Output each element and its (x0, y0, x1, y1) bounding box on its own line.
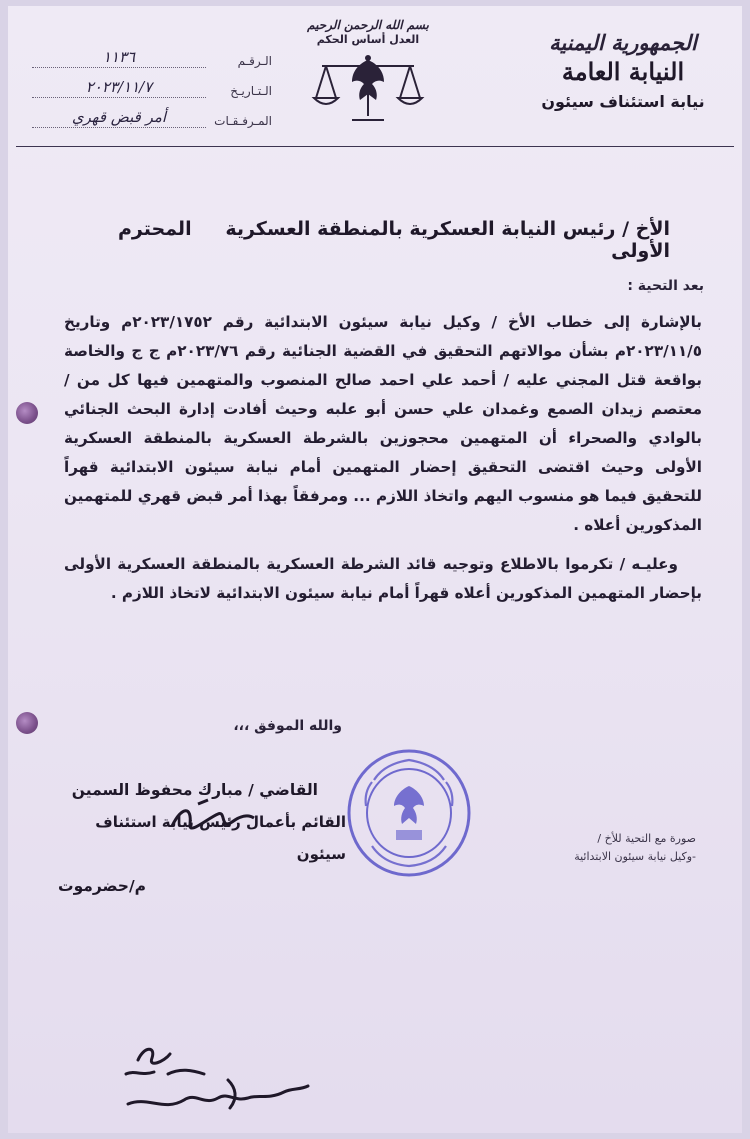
header-divider (16, 146, 734, 147)
punch-hole-upper (16, 402, 38, 424)
date-field (32, 72, 272, 98)
attachments-field (32, 102, 272, 128)
authority-name: النيابة العامة (561, 57, 685, 86)
letterhead-authority (528, 30, 718, 111)
motto: العدل أساس الحكم (316, 33, 420, 46)
republic-name: الجمهورية اليمنية (549, 30, 697, 55)
greeting: بعد التحية : (627, 278, 704, 294)
body-paragraph-2: وعليـه / تكرموا بالاطلاع وتوجيه قائد الشرطة العسكرية بالمنطقة العسكرية الأولى بإحضار المتهمين المذكورين أعلاه قهراً أمام نيابة سيئون الابتدائية لاتخاذ اللازم . (64, 555, 702, 602)
letterhead-emblem (298, 18, 438, 128)
punch-hole-lower (16, 712, 38, 734)
field-label: الـتـاريـخ (230, 84, 272, 98)
governorate: م/حضرموت (58, 877, 146, 895)
reference-number-field (32, 42, 272, 68)
field-value: أمر قبض قهري (32, 106, 206, 128)
field-value: ١١٣٦ (32, 46, 206, 68)
letter-body (64, 308, 702, 618)
honorific: المحترم (118, 218, 192, 240)
scales-of-justice-icon (308, 50, 428, 128)
addressee-line (118, 218, 670, 262)
field-label: المـرفـقـات (214, 114, 272, 128)
copy-note-line-1: صورة مع التحية للأخ / (597, 832, 696, 845)
body-paragraph-1: بالإشارة إلى خطاب الأخ / وكيل نيابة سيئون الابتدائية رقم ٢٠٢٣/١٧٥٢م وتاريخ ٢٠٢٣/١١/٥م بشأن موالاتهم التحقيق في القضية الجنائية رقم ٢٠٢٣/٧٦م ج ج والخاصة بواقعة قتل المجني عليه / أحمد علي احمد صالح المنصوب والمتهمين فيها كل من / معتصم زيدان الصمع وغمدان علي حسن أبو علبه وحيث أفادت إدارة البحث الجنائي بالوادي والصحراء أن المتهمين محجوزين بالشرطة العسكرية بالمنطقة العسكرية الأولى وحيث اقتضى التحقيق إحضار المتهمين أمام نيابة سيئون الابتدائية قهراً للتحقيق فيما هو منسوب اليهم واتخاذ اللازم ... ومرفقاً بهذا أمر قبض قهري للمتهمين المذكورين أعلاه . (64, 313, 703, 534)
document-sheet (8, 6, 742, 1133)
official-seal-stamp (344, 746, 474, 880)
closing-phrase: والله الموفق ،،، (233, 718, 342, 734)
signatory-title: القائم بأعمال رئيس نيابة استئناف سيئون (95, 813, 346, 863)
reference-fields (32, 42, 272, 132)
copy-to-note (526, 830, 696, 866)
field-label: الـرقـم (237, 54, 272, 68)
judge-name: القاضي / مبارك محفوظ السمين (71, 781, 318, 799)
field-value: ٢٠٢٣/١١/٧ (32, 76, 206, 98)
addressee: الأخ / رئيس النيابة العسكرية بالمنطقة العسكرية الأولى (225, 218, 670, 262)
copy-note-line-2: -وكيل نيابة سيئون الابتدائية (574, 850, 696, 863)
signature-block (46, 774, 346, 902)
handwritten-annotation (108, 1040, 318, 1120)
basmala: بسم الله الرحمن الرحيم (307, 18, 429, 32)
office-name: نيابة استئناف سيئون (541, 92, 705, 111)
